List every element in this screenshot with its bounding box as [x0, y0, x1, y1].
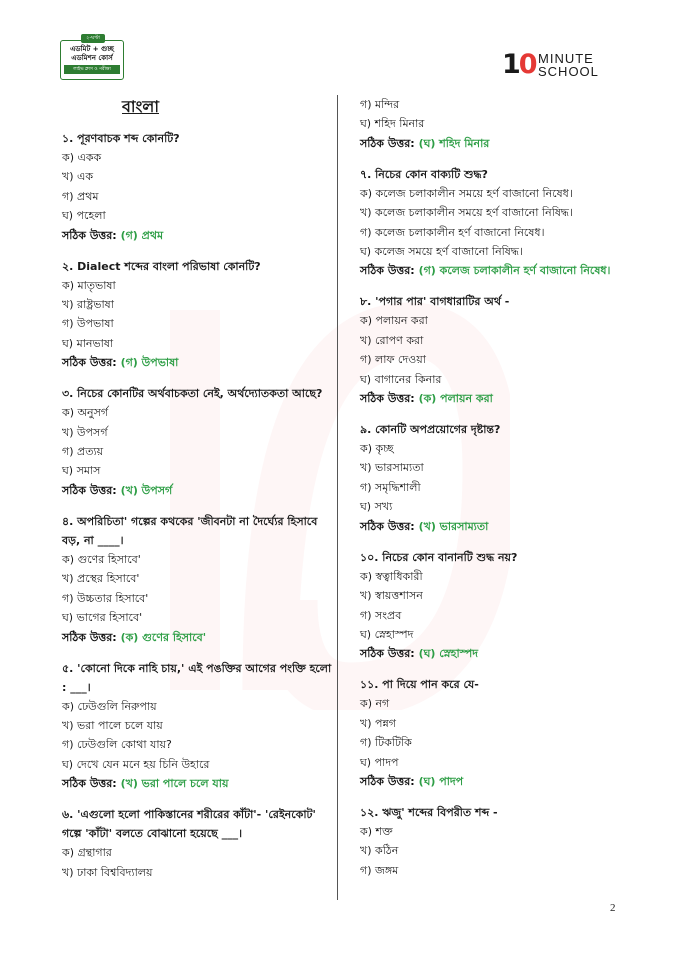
option: খ) স্বায়ত্তশাসন — [360, 589, 423, 603]
question-text: ১০. নিচের কোন বানানটি শুদ্ধ নয়? — [360, 550, 518, 564]
answer-line — [62, 774, 332, 793]
option: ক) কৃচ্ছ — [360, 442, 394, 456]
question-block — [360, 803, 640, 880]
option: ঘ) সমাস — [62, 464, 101, 478]
answer-line — [62, 628, 332, 647]
option: গ) মন্দির — [360, 98, 400, 111]
question-block — [360, 165, 640, 281]
answer-label: সঠিক উত্তর: — [360, 774, 415, 788]
right-column — [360, 95, 640, 892]
answer-label: সঠিক উত্তর: — [62, 483, 117, 497]
option: খ) ভরা পালে চলে যায় — [62, 718, 163, 732]
option: ক) পলায়ন করা — [360, 314, 428, 328]
answer-line — [360, 772, 640, 791]
option: গ) ঢেউগুলি কোথা যায়? — [62, 738, 172, 752]
option: খ) প্রস্থের হিসাবে' — [62, 572, 140, 586]
ten-zero: 0 — [518, 49, 536, 80]
question-text: ৬. 'এগুলো হলো পাকিস্তানের শরীরের কাঁটা'- 'রেইনকোট' গল্পে 'কাঁটা' বলতে বোঝানো হয়েছে ___। — [62, 808, 316, 841]
option: ক) শক্ত — [360, 824, 393, 838]
option: গ) উচ্চতার হিসাবে' — [62, 591, 149, 605]
option: খ) উপসর্গ — [62, 425, 108, 439]
answer-line — [360, 261, 640, 280]
answer-line — [360, 517, 640, 536]
option: গ) উপভাষা — [62, 317, 114, 331]
answer-value: (খ) উপসর্গ — [120, 483, 173, 497]
question-block — [62, 659, 332, 794]
answer-value: (ঘ) শহিদ মিনার — [418, 136, 490, 150]
answer-label: সঠিক উত্তর: — [360, 392, 415, 406]
answer-value: (খ) ভরা পালে চলে যায় — [120, 777, 229, 791]
answer-label: সঠিক উত্তর: — [360, 519, 415, 533]
option: ঘ) পহেলা — [62, 209, 106, 223]
option: গ) সমৃদ্ধিশালী — [360, 480, 421, 494]
logo-word-minute: MINUTE — [538, 51, 594, 66]
option: ঘ) কলেজ সময়ে হর্ণ বাজানো নিষিদ্ধ। — [360, 245, 523, 259]
logo-word-school: SCHOOL — [538, 64, 599, 79]
option: গ) লাফ দেওয়া — [360, 353, 426, 367]
option: খ) ঢাকা বিশ্ববিদ্যালয় — [62, 865, 153, 879]
question-block — [62, 129, 332, 245]
page-number: 2 — [610, 902, 616, 914]
answer-value: (ক) পলায়ন করা — [418, 392, 493, 406]
answer-label: সঠিক উত্তর: — [360, 647, 415, 661]
option: ঘ) সখ্য — [360, 500, 393, 514]
answer-label: সঠিক উত্তর: — [360, 264, 415, 278]
course-logo-line1: এডমিট + গুচ্ছ — [70, 45, 114, 53]
option: গ) সংপ্রব — [360, 608, 402, 622]
option: ক) কলেজ চলাকালীন সময়ে হর্ণ বাজানো নিষেধ। — [360, 186, 573, 200]
answer-value: (গ) কলেজ চলাকালীন হর্ণ বাজানো নিষেধ। — [418, 264, 611, 278]
subject-title: বাংলা — [122, 97, 159, 116]
answer-label: সঠিক উত্তর: — [62, 356, 117, 370]
answer-line — [360, 134, 640, 153]
option: ঘ) ভাগের হিসাবে' — [62, 611, 143, 625]
course-logo-bar: লাইভ ক্লাস ও পরীক্ষা — [64, 65, 120, 74]
course-logo-badge: ২-ঘণ্টা — [81, 34, 105, 43]
option: ক) একক — [62, 151, 102, 164]
question-text: ১২. ঋজু' শব্দের বিপরীত শব্দ - — [360, 805, 498, 819]
option: ক) ঢেউগুলি নিরুপায় — [62, 699, 157, 713]
option: গ) কলেজ চলাকালীন হর্ণ বাজানো নিষেধ। — [360, 225, 545, 239]
answer-value: (খ) ভারসাম্যতা — [418, 519, 489, 533]
answer-line — [62, 226, 332, 245]
question-text: ৭. নিচের কোন বাক্যটি শুদ্ধ? — [360, 167, 488, 181]
question-block — [62, 384, 332, 500]
option: ঘ) শহিদ মিনার — [360, 117, 425, 131]
answer-line — [360, 644, 640, 663]
option: গ) প্রত্যয় — [62, 445, 104, 459]
answer-label: সঠিক উত্তর: — [62, 228, 117, 242]
option: গ) জঙ্গম — [360, 863, 399, 877]
option: খ) রোপণ করা — [360, 333, 424, 347]
option: খ) রাষ্ট্রভাষা — [62, 298, 114, 312]
question-block — [360, 675, 640, 791]
option: ক) স্বত্বাধিকারী — [360, 569, 423, 583]
option: গ) প্রথম — [62, 189, 99, 203]
option: গ) টিকটিকি — [360, 736, 412, 750]
option: ক) মাতৃভাষা — [62, 278, 116, 292]
question-block — [360, 292, 640, 408]
question-text: ২. Dialect শব্দের বাংলা পরিভাষা কোনটি? — [62, 259, 261, 273]
answer-value: (ঘ) স্নেহাস্পদ — [418, 647, 479, 661]
answer-line — [62, 481, 332, 500]
option: ক) গ্রন্থাগার — [62, 846, 112, 860]
answer-line — [62, 353, 332, 372]
course-logo — [60, 35, 124, 80]
question-block — [62, 512, 332, 647]
course-logo-line2: এডমিশন কোর্স — [71, 54, 113, 62]
ten-minute-school-logo — [502, 50, 632, 80]
question-text: ৫. 'কোনো দিকে নাহি চায়,' এই পঙক্তির আগের পংক্তি হলো : ___। — [62, 661, 332, 694]
left-column — [62, 95, 332, 894]
answer-line — [360, 389, 640, 408]
option: ক) গুণের হিসাবে' — [62, 552, 141, 566]
answer-label: সঠিক উত্তর: — [62, 777, 117, 791]
option: ঘ) দেখে যেন মনে হয় চিনি উহারে — [62, 757, 210, 771]
option: ঘ) পাদপ — [360, 755, 399, 769]
option: ঘ) বাগানের কিনার — [360, 372, 442, 386]
option: খ) কলেজ চলাকালীন সময়ে হর্ণ বাজানো নিষিদ্ধ। — [360, 206, 573, 220]
option: ঘ) স্নেহাস্পদ — [360, 627, 414, 641]
option: ক) অনুসর্গ — [62, 406, 109, 420]
question-block — [62, 257, 332, 373]
option: খ) কঠিন — [360, 844, 399, 858]
answer-value: (গ) উপভাষা — [120, 356, 179, 370]
question-block — [360, 95, 640, 153]
question-text: ১১. পা দিয়ে পান করে যে- — [360, 678, 479, 692]
question-text: ১. পূরণবাচক শব্দ কোনটি? — [62, 132, 180, 145]
option: ক) নগ — [360, 697, 390, 711]
question-text: ৪. অপরিচিতা' গল্পের কথকের 'জীবনটা না দৈর্ঘ্যের হিসাবে বড়, না ____। — [62, 514, 318, 547]
answer-label: সঠিক উত্তর: — [62, 630, 117, 644]
answer-value: (গ) প্রথম — [120, 228, 164, 242]
question-text: ৯. কোনটি অপপ্রয়োগের দৃষ্টান্ত? — [360, 423, 501, 437]
question-block — [360, 548, 640, 664]
column-divider — [337, 95, 338, 900]
option: ঘ) মানভাষা — [62, 336, 114, 350]
option: খ) পন্নগ — [360, 716, 396, 730]
option: খ) ভারসাম্যতা — [360, 461, 424, 475]
answer-value: (ঘ) পাদপ — [418, 774, 464, 788]
answer-label: সঠিক উত্তর: — [360, 136, 415, 150]
ten-one: 1 — [502, 49, 519, 80]
answer-value: (ক) গুণের হিসাবে' — [120, 630, 207, 644]
question-text: ৮. 'পগার পার' বাগধারাটির অর্থ - — [360, 295, 510, 309]
option: খ) এক — [62, 170, 94, 184]
question-block — [360, 420, 640, 536]
ten-mark — [502, 50, 536, 80]
question-text: ৩. নিচের কোনটির অর্থবাচকতা নেই, অর্থদ্যোতকতা আছে? — [62, 387, 323, 401]
question-block — [62, 805, 332, 882]
